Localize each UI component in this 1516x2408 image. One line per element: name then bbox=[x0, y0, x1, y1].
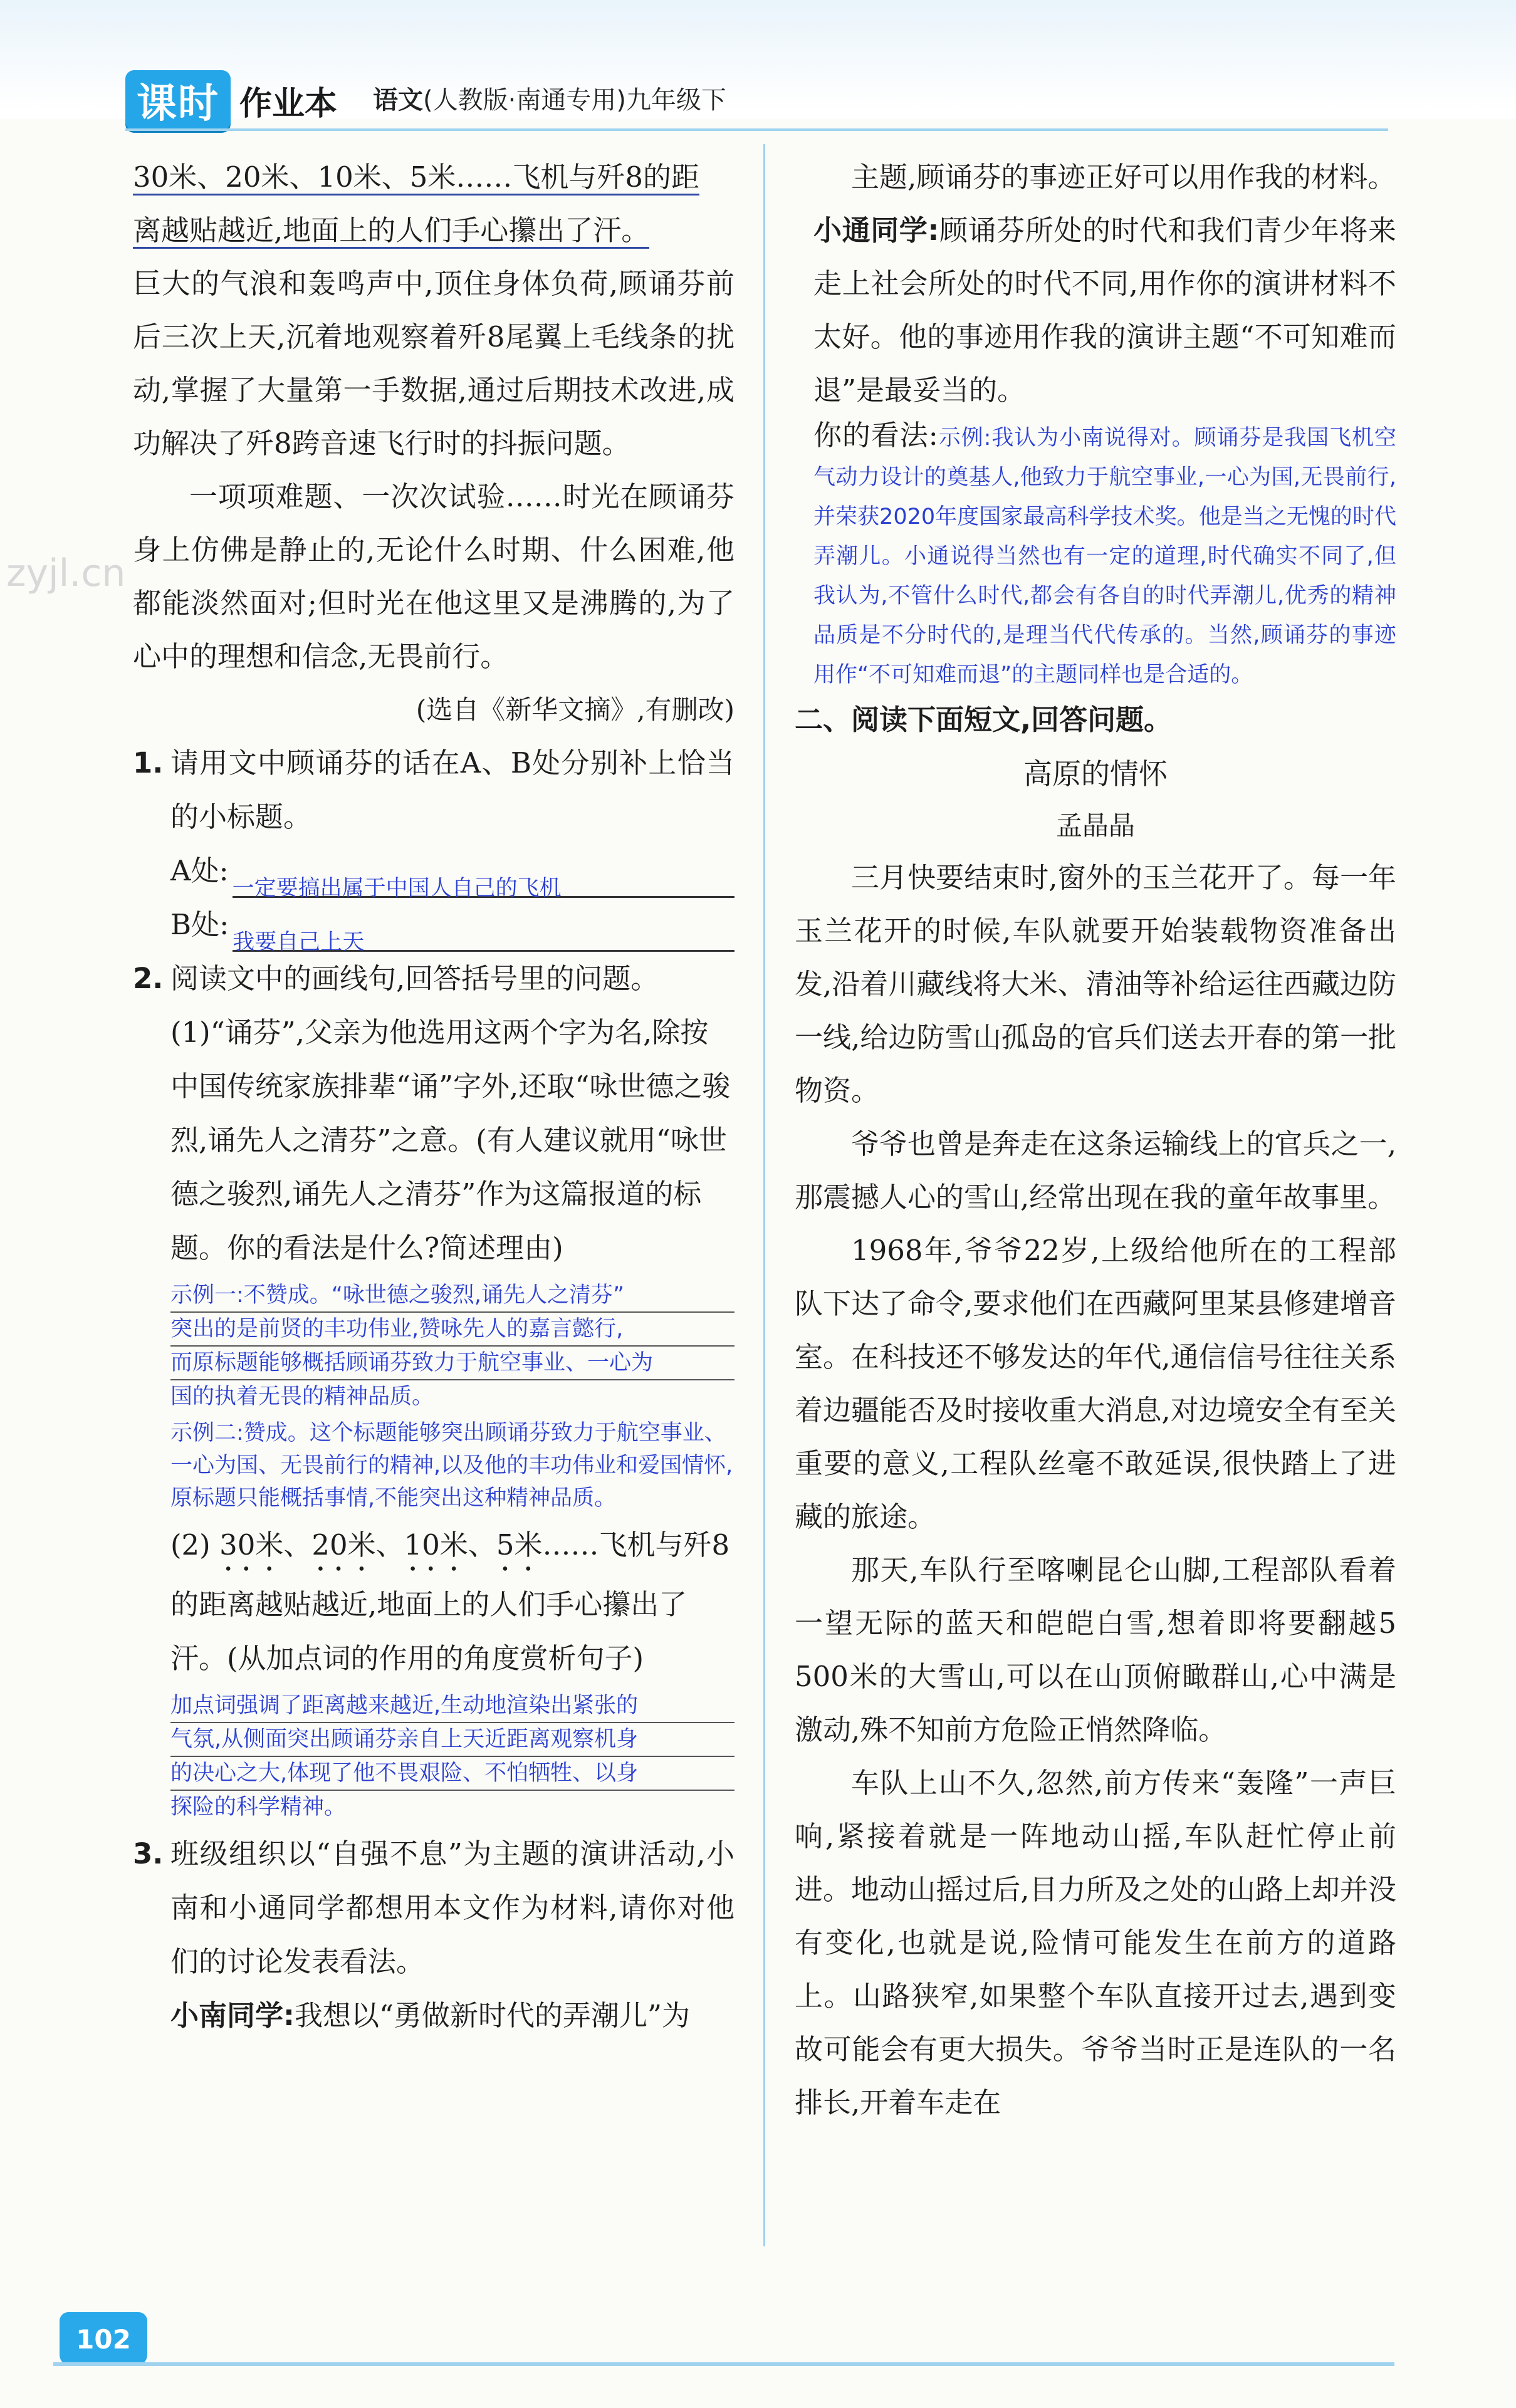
underlined-line-2: 离越贴越近,地面上的人们手心攥出了汗。 bbox=[133, 214, 649, 249]
view-label: 你的看法: bbox=[813, 419, 938, 452]
speaker-label: 小通同学: bbox=[813, 214, 939, 247]
answer-label-b: B处: bbox=[170, 908, 229, 941]
passage-paragraph-1: 巨大的气浪和轰鸣声中,顶住身体负荷,顾诵芬前后三次上天,沉着地观察着歼8尾翼上毛线条的扰动,掌握了大量第一手数据,通过后期技术改进,成功解决了歼8跨音速飞行时的抖振问题。 bbox=[133, 267, 734, 460]
column-divider bbox=[763, 144, 765, 2246]
brand-logo bbox=[125, 70, 337, 130]
watermark: zyjl.cn bbox=[6, 551, 126, 595]
answer-row-a bbox=[133, 844, 734, 901]
question-2 bbox=[133, 952, 734, 1006]
subject-detail: (人教版·南通专用)九年级下 bbox=[423, 86, 726, 115]
passage-underlined bbox=[133, 150, 734, 257]
logo-suffix: 作业本 bbox=[239, 85, 338, 123]
question-text: ……飞机与歼8的距离越贴越近,地面上的人们手心攥出了汗。(从加点词的作用的角度赏析句子) bbox=[170, 1528, 730, 1675]
page-number-badge bbox=[60, 2312, 147, 2366]
header-rule bbox=[125, 128, 1388, 131]
answer-line: 而原标题能够概括顾诵芬致力于航空事业、一心为 bbox=[170, 1347, 734, 1380]
question-2-2 bbox=[133, 1518, 734, 1686]
answer-a: 一定要搞出属于中国人自己的飞机 bbox=[232, 876, 562, 901]
question-2-1: (1)“诵芬”,父亲为他选用这两个字为名,除按中国传统家族排辈“诵”字外,还取“咏世德之骏烈,诵先人之清芬”之意。(有人建议就用“咏世德之骏烈,诵先人之清芬”作为这篇报道的标题。你的看法是什么?简述理由) bbox=[170, 1016, 731, 1264]
answer-line: 的决心之大,体现了他不畏艰险、不怕牺牲、以身 bbox=[170, 1757, 734, 1791]
section-heading: 二、阅读下面短文,回答问题。 bbox=[795, 703, 1173, 736]
answer-line: 探险的科学精神。 bbox=[170, 1795, 347, 1820]
passage-paragraph-2: 一项项难题、一次次试验……时光在顾诵芬身上仿佛是静止的,无论什么时期、什么困难,他都能淡然面对;但时光在他这里又是沸腾的,为了心中的理想和信念,无畏前行。 bbox=[133, 480, 734, 673]
question-number: 3. bbox=[133, 1837, 164, 1870]
view-answer: 示例:我认为小南说得对。顾诵芬是我国飞机空气动力设计的奠基人,他致力于航空事业,一心为国,无畏前行,并荣获2020年度国家最高科学技术奖。他是当之无愧的时代弄潮儿。小通说得当然也有一定的道理,时代确实不同了,但我认为,不管什么时代,都会有各自的时代弄潮儿,优秀的精神品质是不分时代的,是理当代代传承的。当然,顾诵芬的事迹用作“不可知难而退”的主题同样也是合适的。 bbox=[813, 425, 1396, 687]
article-author: 孟晶晶 bbox=[1055, 810, 1135, 841]
article-paragraph-5: 车队上山不久,忽然,前方传来“轰隆”一声巨响,紧接着就是一阵地动山摇,车队赶忙停止前进。地动山摇过后,目力所及之处的山路上却并没有变化,也就是说,险情可能发生在前方的道路上。山路狭窄,如果整个车队直接开过去,遇到变故可能会有更大损失。爷爷当时正是连队的一名排长,开着车走在 bbox=[795, 1766, 1396, 2119]
answer-line: 示例一:不赞成。“咏世德之骏烈,诵先人之清芬” bbox=[170, 1279, 734, 1313]
answer-line: 突出的是前贤的丰功伟业,赞咏先人的嘉言懿行, bbox=[170, 1313, 734, 1347]
answer-2-1-example-1 bbox=[133, 1279, 734, 1413]
answer-line-a bbox=[232, 859, 734, 901]
question-text: 请用文中顾诵芬的话在A、B处分别补上恰当的小标题。 bbox=[170, 746, 734, 833]
xiaonan-statement bbox=[133, 1989, 734, 2043]
speaker-label: 小南同学: bbox=[170, 1999, 295, 2032]
answer-line: 国的执着无畏的精神品质。 bbox=[170, 1384, 434, 1409]
sub-number: (2) bbox=[170, 1528, 211, 1561]
page-header bbox=[0, 0, 1516, 127]
article-paragraph-3: 1968年,爷爷22岁,上级给他所在的工程部队下达了命令,要求他们在西藏阿里某县修建增音室。在科技还不够发达的年代,通信信号往往关系着边疆能否及时接收重大消息,对边境安全有至关重要的意义,工程队丝毫不敢延误,很快踏上了进藏的旅途。 bbox=[795, 1234, 1396, 1533]
question-text: 班级组织以“自强不息”为主题的演讲活动,小南和小通同学都想用本文作为材料,请你对他们的讨论发表看法。 bbox=[170, 1837, 734, 1978]
page-number: 102 bbox=[76, 2323, 131, 2355]
answer-2-2 bbox=[133, 1689, 734, 1823]
speaker-text: 顾诵芬所处的时代和我们青少年将来走上社会所处的时代不同,用作你的演讲材料不太好。他的事迹用作我的演讲主题“不可知难而退”是最妥当的。 bbox=[813, 214, 1396, 407]
xiaotong-statement bbox=[795, 204, 1396, 417]
answer-label-a: A处: bbox=[170, 854, 229, 887]
question-number: 2. bbox=[133, 962, 164, 995]
answer-row-b bbox=[133, 898, 734, 955]
answer-2-1-example-2: 示例二:赞成。这个标题能够突出顾诵芬致力于航空事业、一心为国、无畏前行的精神,以及他的丰功伟业和爱国情怀,原标题只能概括事情,不能突出这种精神品质。 bbox=[170, 1420, 733, 1511]
article-paragraph-2: 爷爷也曾是奔走在这条运输线上的官兵之一,那震撼人心的雪山,经常出现在我的童年故事里。 bbox=[795, 1127, 1396, 1214]
subject-bold: 语文 bbox=[373, 86, 423, 115]
your-view bbox=[795, 417, 1396, 693]
right-column bbox=[795, 150, 1396, 2129]
speaker-text: 我想以“勇做新时代的弄潮儿”为 bbox=[295, 1999, 691, 2032]
answer-line: 加点词强调了距离越来越近,生动地渲染出紧张的 bbox=[170, 1689, 734, 1723]
article-paragraph-4: 那天,车队行至喀喇昆仑山脚,工程部队看着一望无际的蓝天和皑皑白雪,想着即将要翻越5 500米的大雪山,可以在山顶俯瞰群山,心中满是激动,殊不知前方危险正悄然降临。 bbox=[795, 1553, 1396, 1746]
footer-rule bbox=[53, 2362, 1394, 2366]
article-title: 高原的情怀 bbox=[1023, 757, 1168, 791]
subject-label bbox=[373, 80, 726, 116]
dotted-words: 30米、20米、10米、5米 bbox=[219, 1528, 543, 1561]
answer-line: 气氛,从侧面突出顾诵芬亲自上天近距离观察机身 bbox=[170, 1723, 734, 1757]
passage-source: (选自《新华文摘》,有删改) bbox=[416, 694, 734, 725]
left-column bbox=[133, 150, 734, 2043]
answer-line-b bbox=[233, 913, 734, 955]
article-paragraph-1: 三月快要结束时,窗外的玉兰花开了。每一年玉兰花开的时候,车队就要开始装载物资准备出发,沿着川藏线将大米、清油等补给运往西藏边防一线,给边防雪山孤岛的官兵们送去开春的第一批物资。 bbox=[795, 861, 1396, 1107]
question-text: 阅读文中的画线句,回答括号里的问题。 bbox=[170, 962, 659, 995]
question-3 bbox=[133, 1827, 734, 1989]
question-1 bbox=[133, 736, 734, 844]
answer-b: 我要自己上天 bbox=[233, 930, 365, 955]
underlined-line-1: 30米、20米、10米、5米……飞机与歼8的距 bbox=[133, 160, 699, 195]
logo-mark: 课时 bbox=[125, 70, 231, 130]
question-number: 1. bbox=[133, 746, 164, 779]
xiaonan-continued: 主题,顾诵芬的事迹正好可以用作我的材料。 bbox=[851, 160, 1396, 194]
